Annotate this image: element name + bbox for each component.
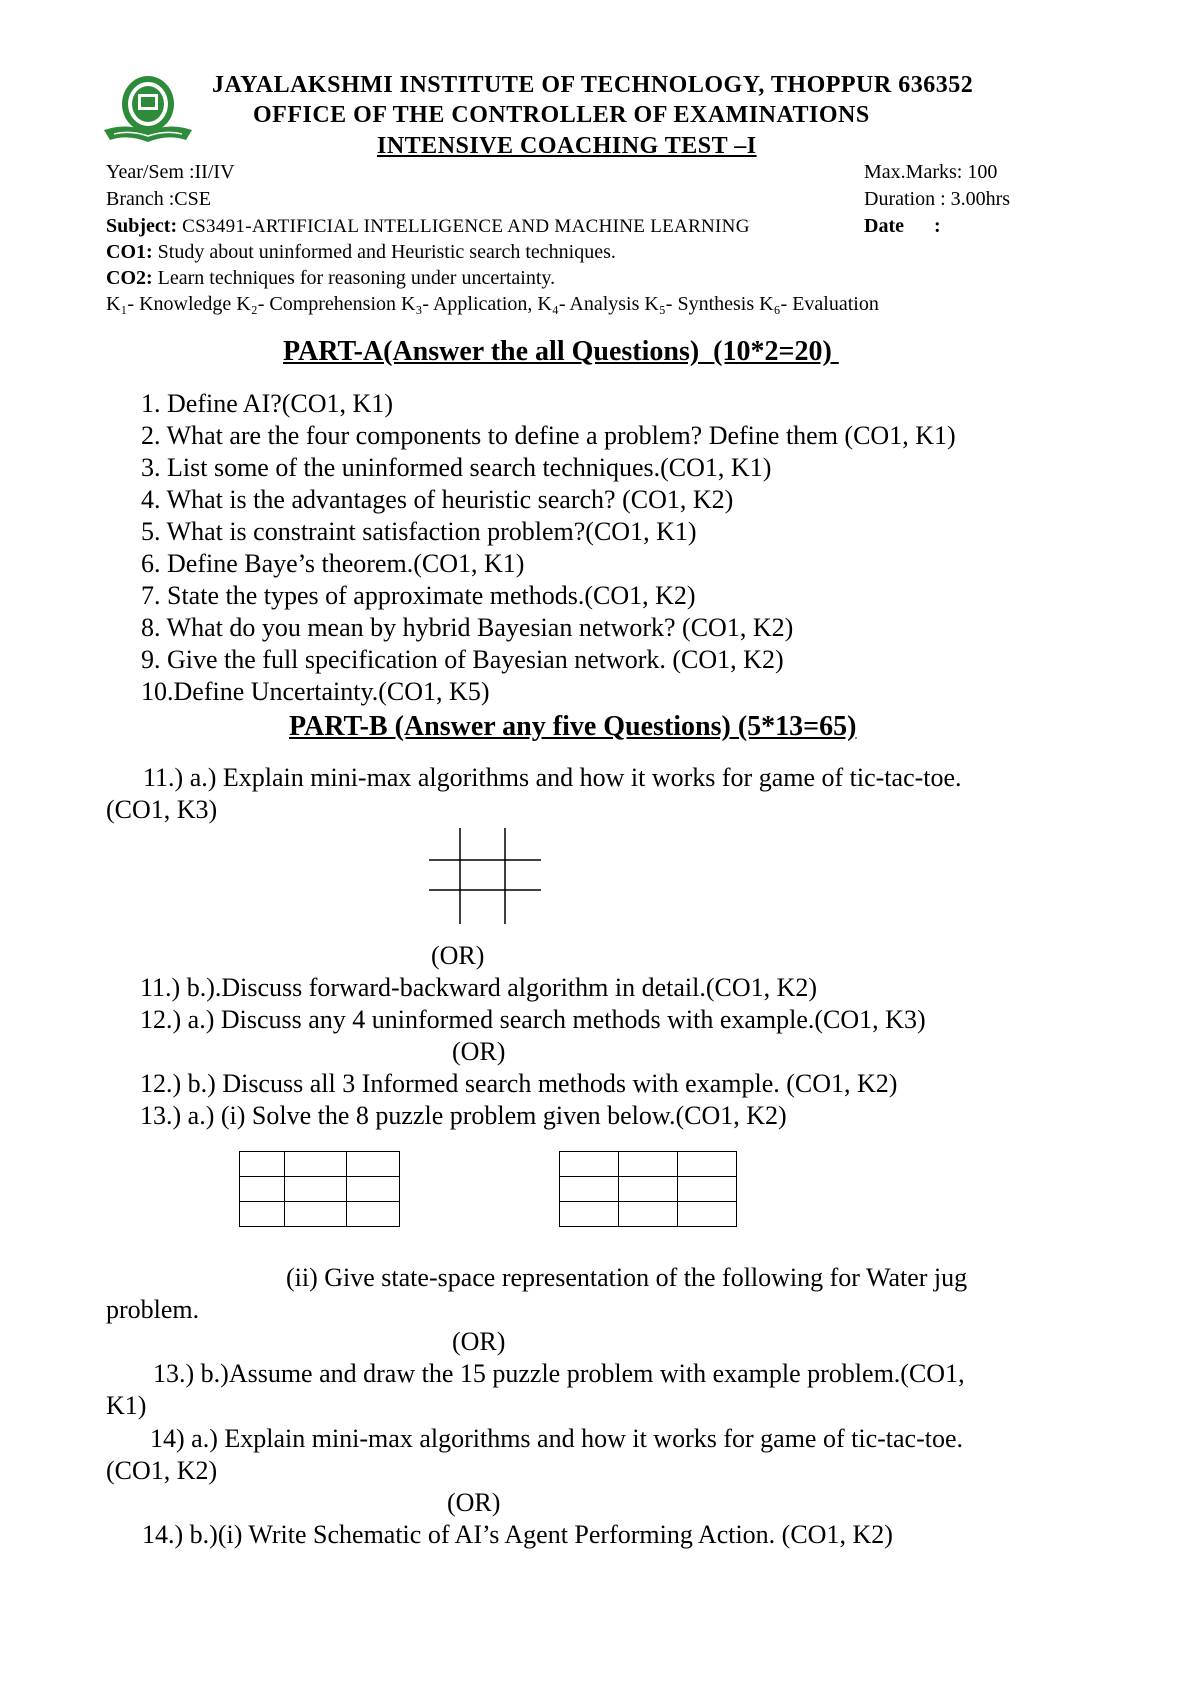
question-13a-ii-cont: problem. (106, 1295, 200, 1324)
exam-date: Date : (864, 215, 941, 237)
subject-line (106, 215, 750, 238)
question-a-6: 6. Define Baye’s theorem.(CO1, K1) (141, 549, 525, 578)
course-outcome-2 (106, 267, 555, 290)
co2-text: Learn techniques for reasoning under uncertainty. (152, 267, 556, 289)
or-separator-12: (OR) (452, 1037, 506, 1066)
question-12b: 12.) b.) Discuss all 3 Informed search methods with example. (CO1, K2) (140, 1069, 898, 1098)
question-14a-co: (CO1, K2) (106, 1456, 218, 1485)
question-a-9: 9. Give the full specification of Bayesian network. (CO1, K2) (141, 645, 784, 674)
question-a-5: 5. What is constraint satisfaction problem?(CO1, K1) (141, 517, 697, 546)
question-13a: 13.) a.) (i) Solve the 8 puzzle problem given below.(CO1, K2) (140, 1101, 787, 1130)
knowledge-levels: K₁- Knowledge K₂- Comprehension K₃- Application, K₄- Analysis K₅- Synthesis K₆- Evaluation (106, 293, 879, 315)
question-13b: 13.) b.)Assume and draw the 15 puzzle problem with example problem.(CO1, (153, 1359, 965, 1388)
or-separator-13: (OR) (452, 1327, 506, 1356)
question-a-2: 2. What are the four components to define a problem? Define them (CO1, K1) (141, 421, 956, 450)
year-sem: Year/Sem :II/IV (106, 161, 235, 183)
question-a-10: 10.Define Uncertainty.(CO1, K5) (141, 677, 490, 706)
course-outcome-1 (106, 241, 616, 264)
part-b-title: PART-B (Answer any five Questions) (5*13=65) (289, 711, 857, 742)
question-11a-co: (CO1, K3) (106, 795, 218, 824)
co1-text: Study about uninformed and Heuristic search techniques. (152, 241, 616, 263)
max-marks: Max.Marks: 100 (864, 161, 998, 183)
co1-label: CO1: (106, 241, 153, 263)
question-13a-ii: (ii) Give state-space representation of the following for Water jug (286, 1263, 968, 1292)
subject-label: Subject: (106, 215, 178, 237)
question-a-4: 4. What is the advantages of heuristic search? (CO1, K2) (141, 485, 734, 514)
test-title: INTENSIVE COACHING TEST –I (377, 133, 757, 159)
question-14b: 14.) b.)(i) Write Schematic of AI’s Agent Performing Action. (CO1, K2) (142, 1520, 893, 1549)
co2-label: CO2: (106, 267, 153, 289)
question-a-8: 8. What do you mean by hybrid Bayesian network? (CO1, K2) (141, 613, 794, 642)
or-separator-14: (OR) (447, 1488, 501, 1517)
duration: Duration : 3.00hrs (864, 188, 1011, 210)
branch: Branch :CSE (106, 188, 211, 210)
tic-tac-toe-grid (425, 826, 545, 926)
question-a-3: 3. List some of the uninformed search techniques.(CO1, K1) (141, 453, 772, 482)
question-11a: 11.) a.) Explain mini-max algorithms and how it works for game of tic-tac-toe. (143, 763, 962, 792)
question-a-7: 7. State the types of approximate methods.(CO1, K2) (141, 581, 696, 610)
question-12a: 12.) a.) Discuss any 4 uninformed search methods with example.(CO1, K3) (140, 1005, 926, 1034)
part-a-title: PART-A(Answer the all Questions) (10*2=20) (283, 336, 839, 367)
question-11b: 11.) b.).Discuss forward-backward algorithm in detail.(CO1, K2) (140, 973, 818, 1002)
question-13b-cont: K1) (106, 1391, 147, 1420)
puzzle-goal-state-grid (559, 1151, 737, 1227)
puzzle-initial-state-grid (239, 1151, 400, 1227)
institute-logo (100, 70, 196, 154)
institute-name: JAYALAKSHMI INSTITUTE OF TECHNOLOGY, THOPPUR 636352 (212, 72, 974, 98)
question-a-1: 1. Define AI?(CO1, K1) (141, 389, 393, 418)
subject-name: CS3491-ARTIFICIAL INTELLIGENCE AND MACHINE LEARNING (177, 216, 750, 237)
office-title: OFFICE OF THE CONTROLLER OF EXAMINATIONS (253, 102, 870, 128)
or-separator-11: (OR) (431, 941, 485, 970)
question-14a: 14) a.) Explain mini-max algorithms and how it works for game of tic-tac-toe. (150, 1424, 963, 1453)
